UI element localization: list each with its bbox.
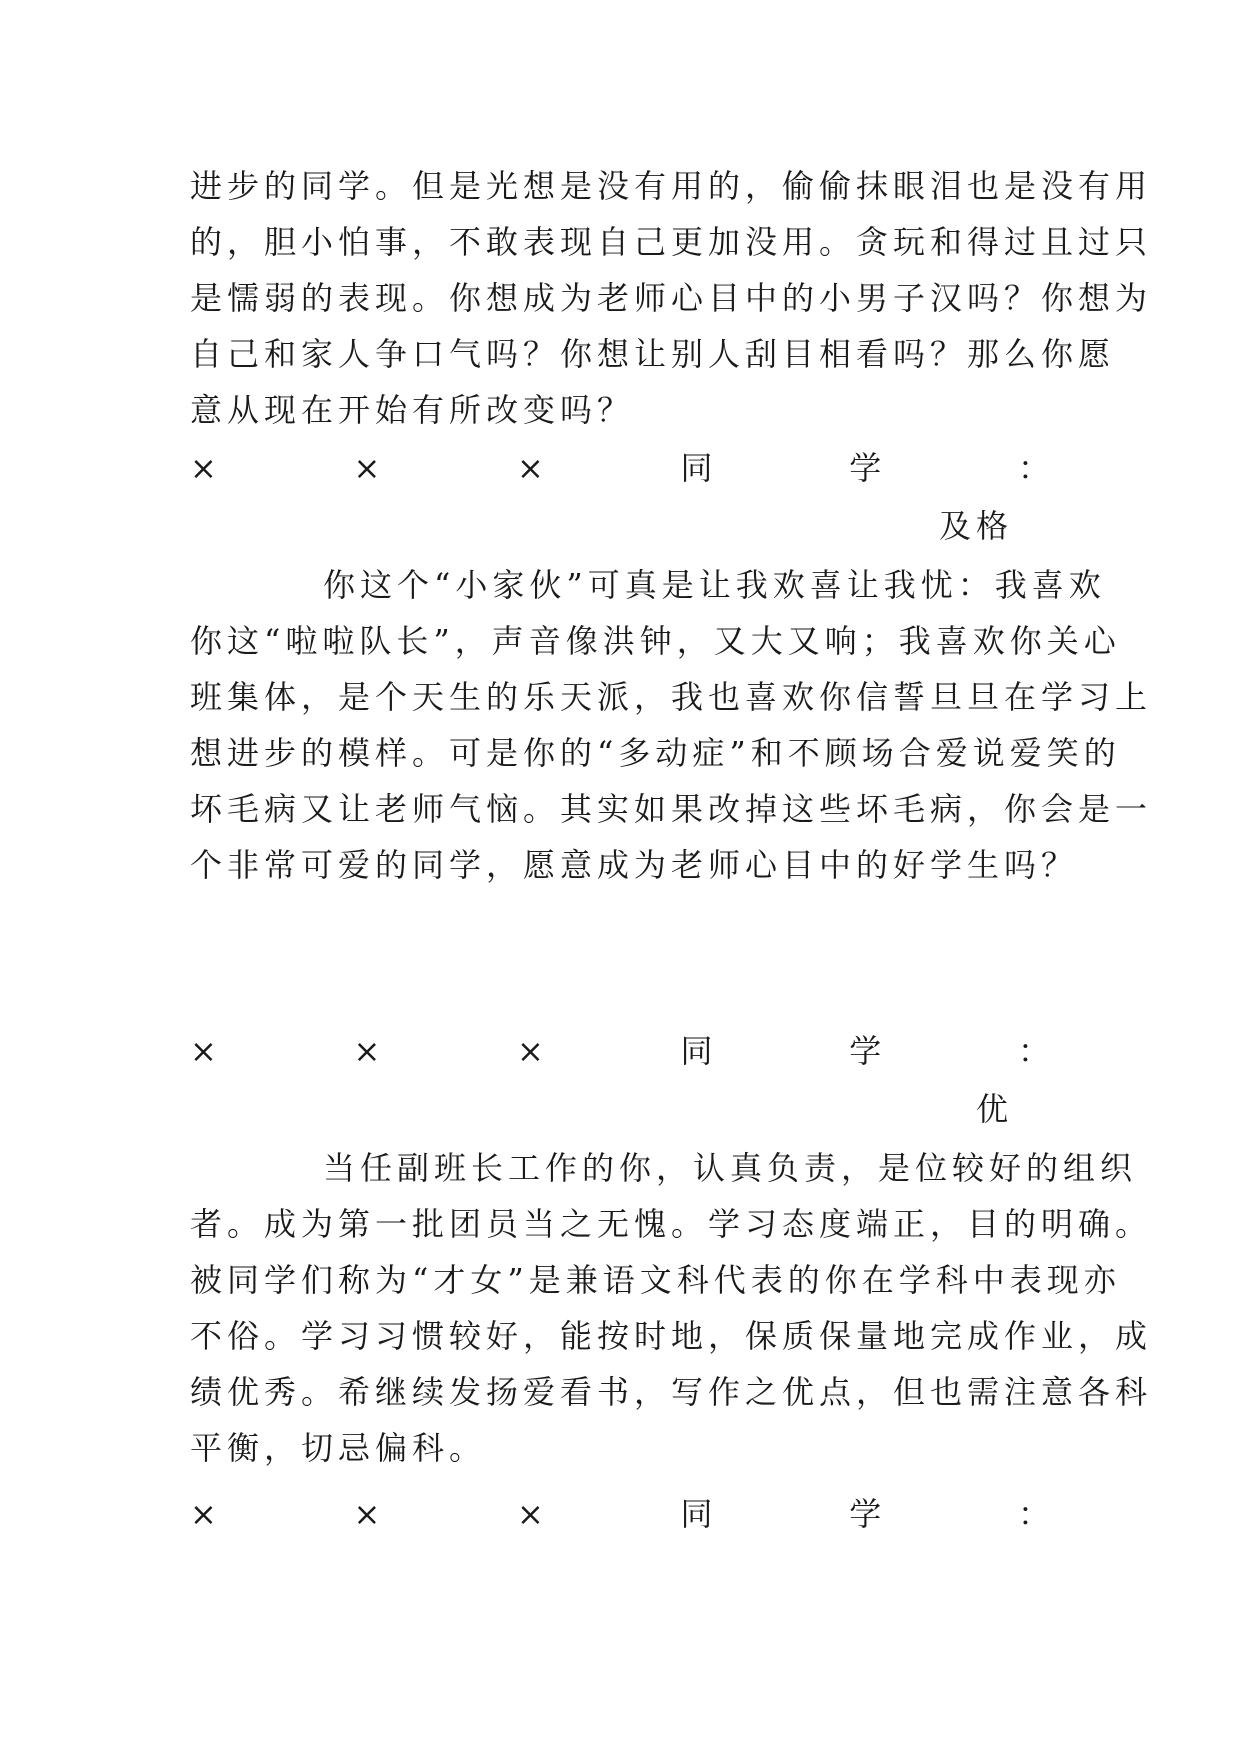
paragraph-line: 意从现在开始有所改变吗？	[190, 391, 635, 429]
paragraph-line: 进步的同学。但是光想是没有用的，偷偷抹眼泪也是没有用	[190, 167, 1153, 205]
header-mark: ×	[353, 1032, 381, 1070]
header-colon: ：	[1017, 1495, 1050, 1533]
header-mark: ×	[517, 1032, 544, 1070]
paragraph-line: 你这个“小家伙”可真是让我欢喜让我忧：我喜欢	[323, 566, 1106, 604]
paragraph-line: 自己和家人争口气吗？你想让别人刮目相看吗？那么你愿	[190, 335, 1116, 373]
student-header	[190, 1494, 1050, 1534]
student-header	[190, 1031, 1050, 1071]
header-mark: ×	[353, 449, 381, 487]
header-mark: ×	[517, 1495, 544, 1533]
header-char: 同	[680, 449, 713, 487]
header-char: 同	[680, 1495, 713, 1533]
grade-label: 优	[975, 1090, 1013, 1128]
header-mark: ×	[190, 1495, 217, 1533]
paragraph-line: 绩优秀。希继续发扬爱看书，写作之优点，但也需注意各科	[190, 1373, 1153, 1411]
paragraph-line: 个非常可爱的同学，愿意成为老师心目中的好学生吗？	[190, 846, 1079, 884]
paragraph-line: 班集体，是个天生的乐天派，我也喜欢你信誓旦旦在学习上	[190, 678, 1153, 716]
header-mark: ×	[517, 449, 544, 487]
paragraph-line: 的，胆小怕事，不敢表现自己更加没用。贪玩和得过且过只	[190, 223, 1153, 261]
header-mark: ×	[190, 449, 217, 487]
paragraph-line: 不俗。学习习惯较好，能按时地，保质保量地完成作业，成	[190, 1317, 1153, 1355]
paragraph-line: 想进步的模样。可是你的“多动症”和不顾场合爱说爱笑的	[190, 734, 1121, 772]
grade-label: 及格	[938, 507, 1013, 545]
header-mark: ×	[353, 1495, 381, 1533]
student-header	[190, 448, 1050, 488]
header-char: 学	[849, 1495, 882, 1533]
header-char: 学	[849, 1032, 882, 1070]
header-colon: ：	[1017, 449, 1050, 487]
header-mark: ×	[190, 1032, 217, 1070]
header-colon: ：	[1017, 1032, 1050, 1070]
header-char: 同	[680, 1032, 713, 1070]
paragraph-line: 者。成为第一批团员当之无愧。学习态度端正，目的明确。	[190, 1205, 1153, 1243]
paragraph-line: 平衡，切忌偏科。	[190, 1429, 487, 1467]
paragraph-line: 被同学们称为“才女”是兼语文科代表的你在学科中表现亦	[190, 1261, 1121, 1299]
header-char: 学	[849, 449, 882, 487]
paragraph-line: 你这“啦啦队长”，声音像洪钟，又大又响；我喜欢你关心	[190, 622, 1121, 660]
paragraph-line: 当任副班长工作的你，认真负责，是位较好的组织	[323, 1149, 1138, 1187]
paragraph-line: 坏毛病又让老师气恼。其实如果改掉这些坏毛病，你会是一	[190, 790, 1153, 828]
paragraph-line: 是懦弱的表现。你想成为老师心目中的小男子汉吗？你想为	[190, 279, 1153, 317]
